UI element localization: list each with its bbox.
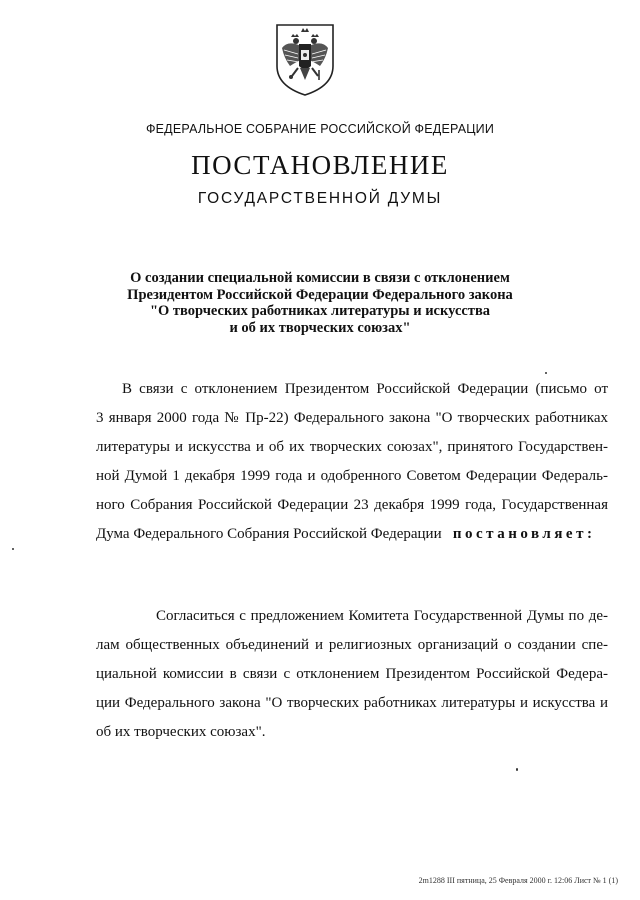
paragraph-line: лам общественных объединений и религиозных организаций о создании спе- <box>96 637 608 653</box>
title-line: "О творческих работниках литературы и искусства <box>149 303 491 319</box>
paragraph-line: ной Думой 1 декабря 1999 года и одобренного Советом Федерации Федераль- <box>96 468 608 484</box>
paragraph-line: ции Федерального закона "О творческих работниках литературы и искусства и <box>96 695 608 711</box>
paragraph-line <box>96 520 608 549</box>
paragraph-line: 3 января 2000 года № Пр-22) Федерального закона "О творческих работниках <box>96 410 608 426</box>
resolution-paragraph <box>96 602 608 747</box>
scan-speck <box>545 372 547 374</box>
paragraph-line: В связи с отклонением Президентом Российской Федерации (письмо от <box>122 381 608 397</box>
fax-footer-line: 2m1288 III пятница, 25 Февраля 2000 г. 12:06 Лист № 1 (1) <box>418 876 618 885</box>
title-line: О создании специальной комиссии в связи с отклонением <box>130 270 510 286</box>
preamble-paragraph <box>96 375 608 549</box>
document-title <box>100 270 540 336</box>
document-type-heading: ПОСТАНОВЛЕНИЕ <box>191 150 449 180</box>
paragraph-line: циальной комиссии в связи с отклонением Президентом Российской Федера- <box>96 666 608 682</box>
paragraph-line: литературы и искусства и об их творческих союзах", принятого Государствен- <box>96 439 608 455</box>
paragraph-line-text: Дума Федерального Собрания Российской Федерации <box>96 526 442 542</box>
paragraph-line: об их творческих союзах". <box>96 724 266 740</box>
issuer-heading: ГОСУДАРСТВЕННОЙ ДУМЫ <box>197 190 443 207</box>
federal-assembly-heading: ФЕДЕРАЛЬНОЕ СОБРАНИЕ РОССИЙСКОЙ ФЕДЕРАЦИИ <box>145 122 495 136</box>
scan-speck <box>516 768 518 771</box>
title-line: Президентом Российской Федерации Федерального закона <box>127 286 513 303</box>
title-line: и об их творческих союзах" <box>229 319 411 336</box>
state-emblem-icon <box>274 22 336 98</box>
scan-speck <box>12 548 14 550</box>
decree-word: постановляет: <box>452 526 596 542</box>
paragraph-line: Согласиться с предложением Комитета Государственной Думы по де- <box>156 608 608 624</box>
paragraph-line: ного Собрания Российской Федерации 23 декабря 1999 года, Государственная <box>96 497 608 513</box>
